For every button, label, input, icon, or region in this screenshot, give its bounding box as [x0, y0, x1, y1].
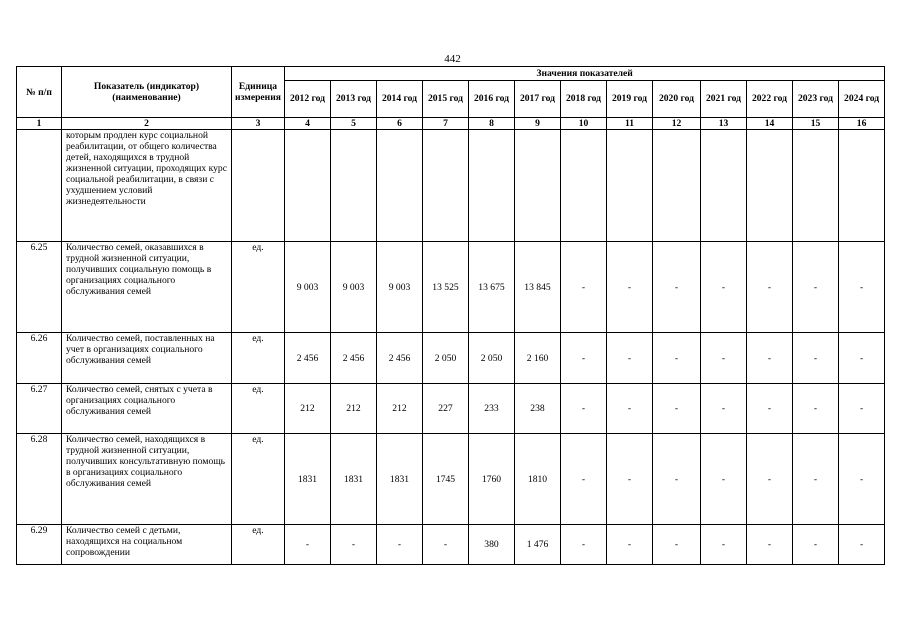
column-number: 2	[62, 118, 232, 130]
value-cell: -	[747, 333, 793, 384]
unit-cell: ед.	[232, 242, 285, 333]
value-cell: -	[607, 525, 653, 565]
table-row	[17, 525, 885, 565]
header-year: 2016 год	[469, 81, 515, 118]
value-cell: 2 456	[285, 333, 331, 384]
value-cell: 2 050	[469, 333, 515, 384]
indicator-name: которым продлен курс социальной реабилитации, от общего количества детей, находящихся в трудной жизненной ситуации, проходящих курс социальной реабилитации, в связи с ухудшением условий жизнедеятельности	[62, 130, 232, 242]
value-cell: 227	[423, 384, 469, 434]
column-number: 15	[793, 118, 839, 130]
value-cell: 1831	[377, 434, 423, 525]
value-cell: 1810	[515, 434, 561, 525]
value-cell: 2 456	[331, 333, 377, 384]
value-cell	[285, 130, 331, 242]
header-indicator: Показатель (индикатор) (наименование)	[62, 67, 232, 118]
header-year: 2015 год	[423, 81, 469, 118]
column-number: 8	[469, 118, 515, 130]
column-number: 3	[232, 118, 285, 130]
page-number: 442	[444, 53, 461, 65]
header-year: 2022 год	[747, 81, 793, 118]
value-cell: -	[285, 525, 331, 565]
header-year: 2024 год	[839, 81, 885, 118]
table-row	[17, 434, 885, 525]
value-cell: -	[561, 333, 607, 384]
value-cell: -	[653, 434, 701, 525]
value-cell: 9 003	[377, 242, 423, 333]
value-cell: 1745	[423, 434, 469, 525]
header-year: 2020 год	[653, 81, 701, 118]
value-cell: -	[839, 525, 885, 565]
value-cell: 2 050	[423, 333, 469, 384]
value-cell: -	[839, 384, 885, 434]
value-cell: -	[701, 242, 747, 333]
column-number: 13	[701, 118, 747, 130]
value-cell: -	[839, 242, 885, 333]
header-values: Значения показателей	[285, 67, 885, 81]
value-cell	[515, 130, 561, 242]
value-cell: 9 003	[331, 242, 377, 333]
value-cell	[793, 130, 839, 242]
value-cell: -	[793, 434, 839, 525]
indicator-name: Количество семей, снятых с учета в организациях социального обслуживания семей	[62, 384, 232, 434]
value-cell: -	[793, 384, 839, 434]
header-year: 2014 год	[377, 81, 423, 118]
row-number: 6.26	[17, 333, 62, 384]
header-year: 2021 год	[701, 81, 747, 118]
value-cell: -	[793, 242, 839, 333]
column-number: 10	[561, 118, 607, 130]
value-cell: -	[701, 525, 747, 565]
value-cell: -	[701, 434, 747, 525]
value-cell: -	[653, 384, 701, 434]
indicator-name: Количество семей с детьми, находящихся на социальном сопровождении	[62, 525, 232, 565]
value-cell: 212	[331, 384, 377, 434]
indicator-name: Количество семей, поставленных на учет в организациях социального обслуживания семей	[62, 333, 232, 384]
value-cell	[653, 130, 701, 242]
value-cell: 238	[515, 384, 561, 434]
value-cell: -	[653, 242, 701, 333]
value-cell	[469, 130, 515, 242]
table-row	[17, 130, 885, 242]
header-unit: Единица измерения	[232, 67, 285, 118]
value-cell	[331, 130, 377, 242]
column-number: 9	[515, 118, 561, 130]
unit-cell: ед.	[232, 525, 285, 565]
row-number: 6.25	[17, 242, 62, 333]
header-year: 2023 год	[793, 81, 839, 118]
value-cell: 2 160	[515, 333, 561, 384]
value-cell	[607, 130, 653, 242]
value-cell: -	[561, 384, 607, 434]
column-number: 6	[377, 118, 423, 130]
header-year: 2012 год	[285, 81, 331, 118]
value-cell: -	[653, 333, 701, 384]
value-cell: -	[747, 434, 793, 525]
value-cell: -	[561, 434, 607, 525]
value-cell: -	[747, 525, 793, 565]
value-cell	[839, 130, 885, 242]
header-year: 2013 год	[331, 81, 377, 118]
value-cell: 233	[469, 384, 515, 434]
header-year: 2018 год	[561, 81, 607, 118]
value-cell: -	[747, 384, 793, 434]
value-cell: -	[377, 525, 423, 565]
value-cell: 1831	[331, 434, 377, 525]
value-cell: 1 476	[515, 525, 561, 565]
value-cell: -	[607, 384, 653, 434]
column-number: 11	[607, 118, 653, 130]
value-cell: 380	[469, 525, 515, 565]
value-cell: 13 675	[469, 242, 515, 333]
value-cell: -	[561, 525, 607, 565]
value-cell: 13 845	[515, 242, 561, 333]
row-number: 6.28	[17, 434, 62, 525]
value-cell: 1760	[469, 434, 515, 525]
table-row	[17, 242, 885, 333]
table-row	[17, 333, 885, 384]
column-number: 16	[839, 118, 885, 130]
value-cell: -	[701, 333, 747, 384]
value-cell	[701, 130, 747, 242]
value-cell	[747, 130, 793, 242]
unit-cell: ед.	[232, 333, 285, 384]
value-cell: -	[793, 333, 839, 384]
value-cell: -	[701, 384, 747, 434]
table-row	[17, 384, 885, 434]
value-cell	[423, 130, 469, 242]
value-cell: -	[423, 525, 469, 565]
value-cell: -	[607, 333, 653, 384]
header-num: № п/п	[17, 67, 62, 118]
unit-cell: ед.	[232, 384, 285, 434]
value-cell: 212	[285, 384, 331, 434]
indicator-name: Количество семей, оказавшихся в трудной жизненной ситуации, получивших социальную помощь в организациях социального обслуживания семей	[62, 242, 232, 333]
value-cell: -	[607, 434, 653, 525]
row-number	[17, 130, 62, 242]
column-number: 7	[423, 118, 469, 130]
value-cell: -	[653, 525, 701, 565]
value-cell: -	[793, 525, 839, 565]
value-cell	[377, 130, 423, 242]
value-cell: -	[747, 242, 793, 333]
value-cell: 13 525	[423, 242, 469, 333]
value-cell: -	[607, 242, 653, 333]
value-cell: 2 456	[377, 333, 423, 384]
value-cell: 9 003	[285, 242, 331, 333]
indicators-table	[16, 66, 885, 565]
value-cell: 212	[377, 384, 423, 434]
unit-cell: ед.	[232, 434, 285, 525]
indicator-name: Количество семей, находящихся в трудной жизненной ситуации, получивших консультативную помощь в организациях социального обслуживания семей	[62, 434, 232, 525]
column-number: 14	[747, 118, 793, 130]
value-cell: -	[839, 434, 885, 525]
column-number: 4	[285, 118, 331, 130]
row-number: 6.27	[17, 384, 62, 434]
row-number: 6.29	[17, 525, 62, 565]
column-number: 12	[653, 118, 701, 130]
header-year: 2019 год	[607, 81, 653, 118]
value-cell: -	[839, 333, 885, 384]
column-number: 5	[331, 118, 377, 130]
value-cell: -	[331, 525, 377, 565]
column-number: 1	[17, 118, 62, 130]
value-cell	[561, 130, 607, 242]
unit-cell	[232, 130, 285, 242]
value-cell: 1831	[285, 434, 331, 525]
value-cell: -	[561, 242, 607, 333]
header-year: 2017 год	[515, 81, 561, 118]
